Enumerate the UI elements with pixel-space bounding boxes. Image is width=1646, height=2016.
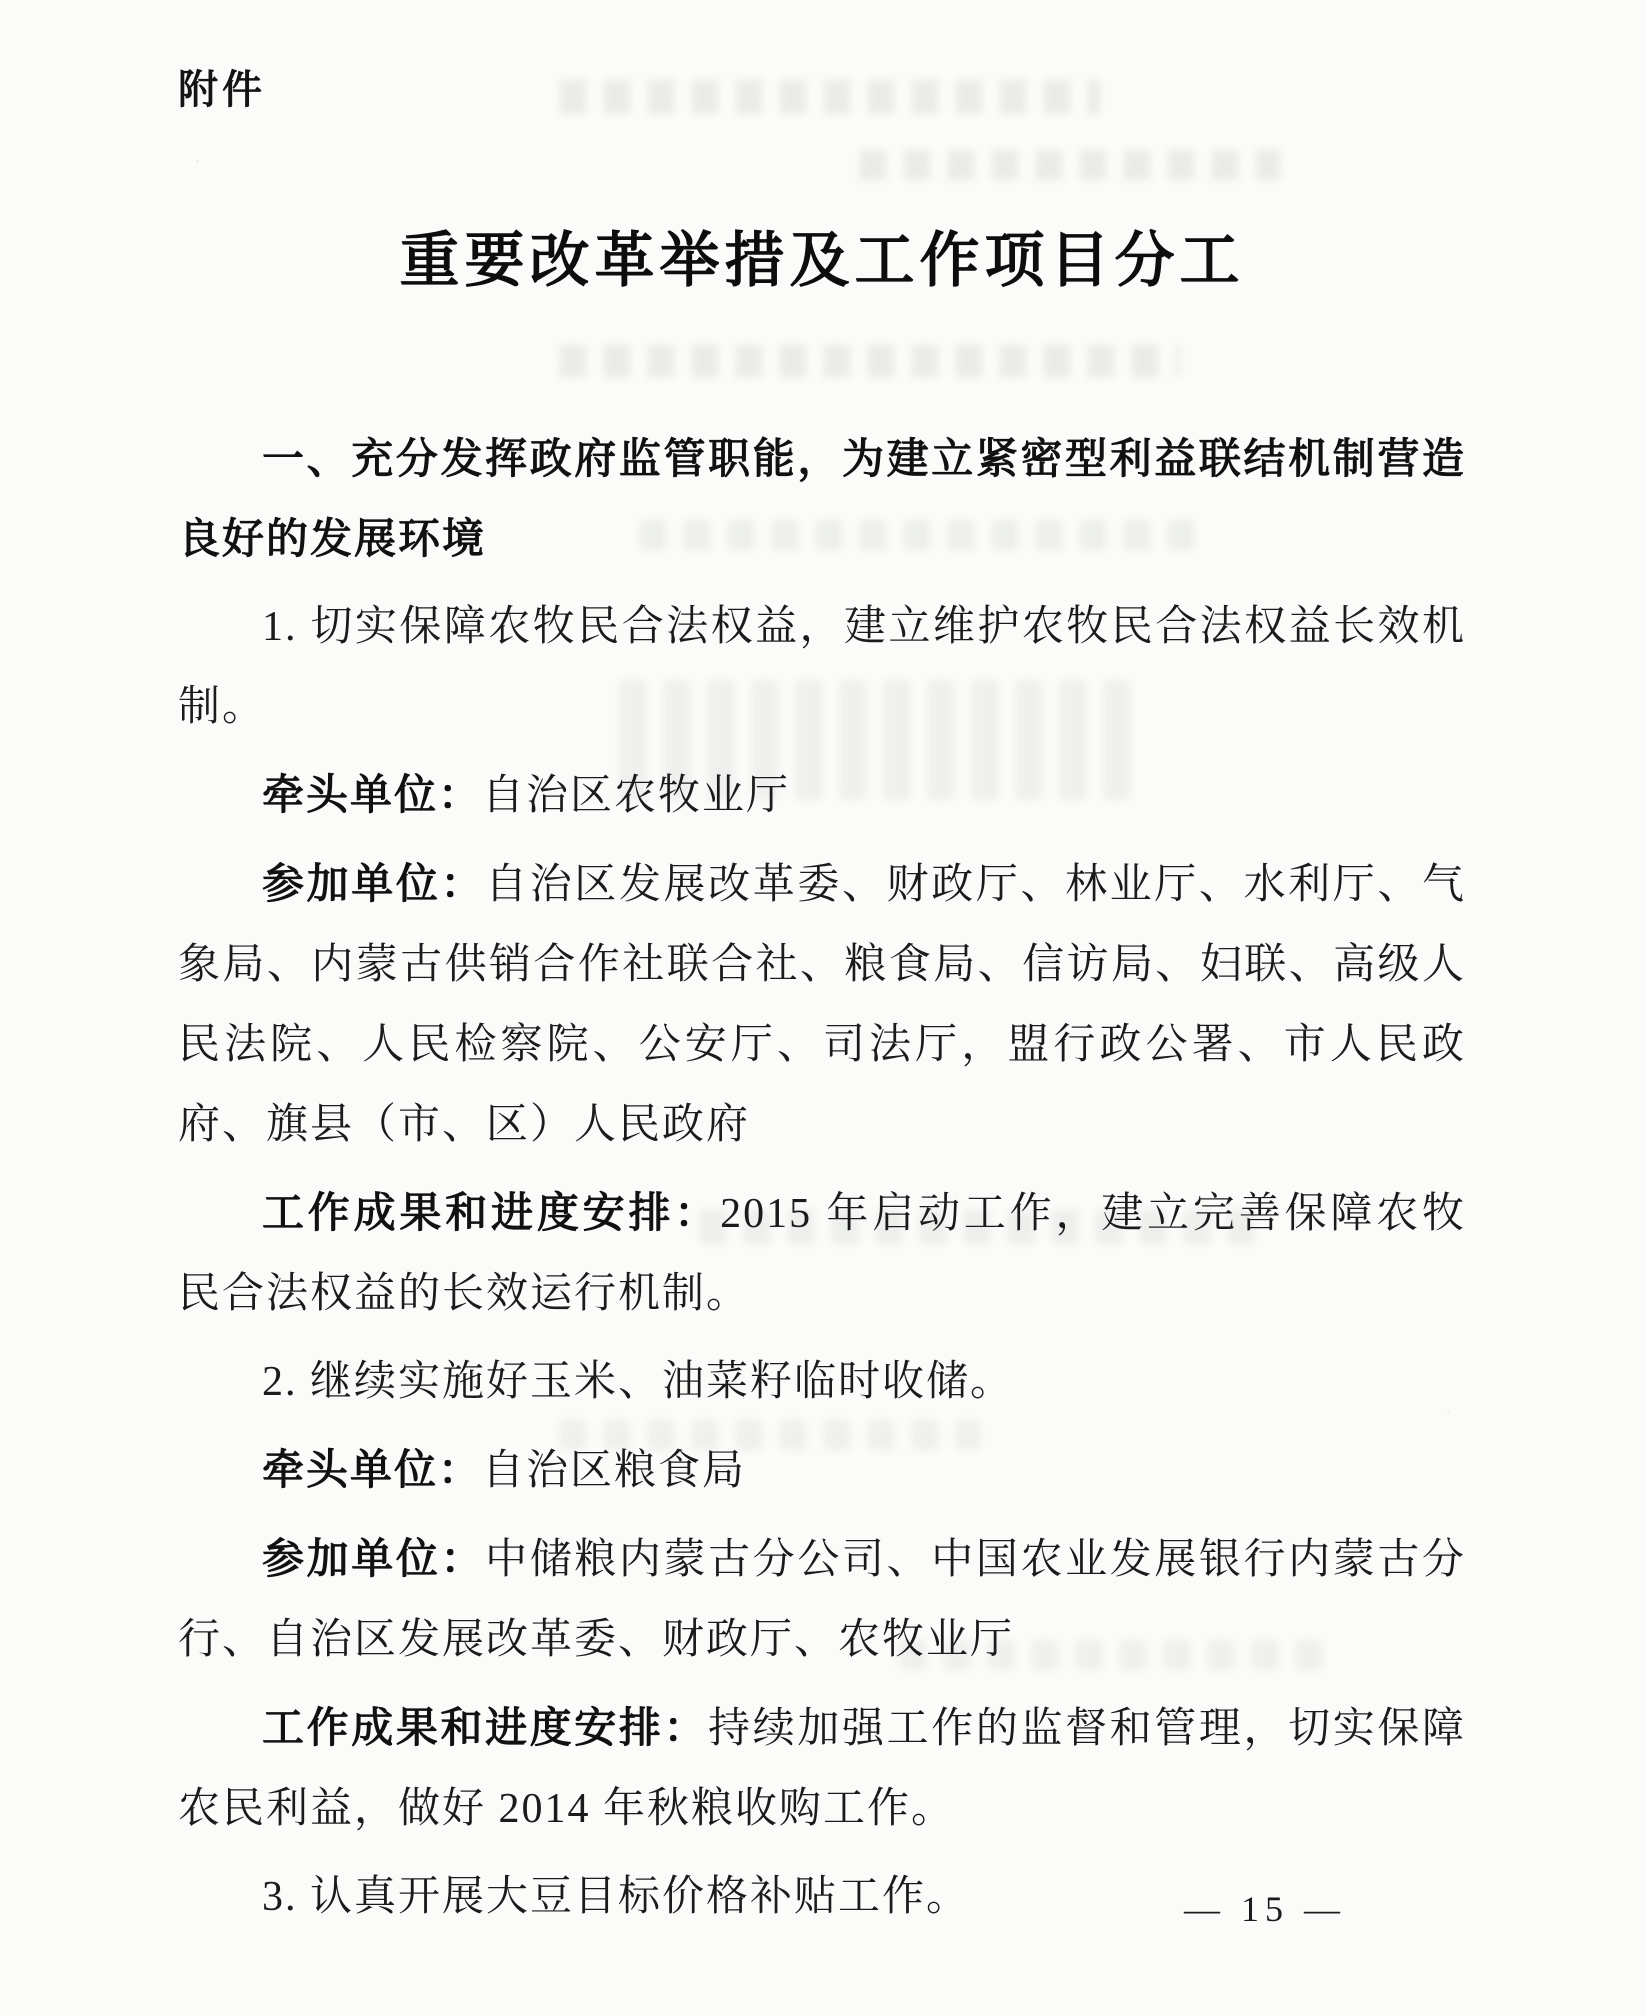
participants-paragraph [178,844,1466,1165]
section-number: 一、 [262,435,352,482]
progress-label: 工作成果和进度安排： [262,1189,721,1236]
lead-unit-paragraph [178,1430,1466,1511]
task-item [178,1342,1466,1422]
participants-value: 自治区发展改革委、财政厅、林业厅、水利厅、气象局、内蒙古供销合作社联合社、粮食局、信访局、妇联、高级人民法院、人民检察院、公安厅、司法厅，盟行政公署、市人民政府、旗县（市、区）人民政府 [178,862,1466,1148]
lead-unit-value: 自治区粮食局 [482,1448,747,1494]
section-heading [178,419,1466,579]
participants-label: 参加单位： [262,860,486,907]
document-body [178,419,1466,1937]
progress-value: 持续加强工作的监督和管理，切实保障农民利益，做好 2014 年秋粮收购工作。 [178,1706,1466,1832]
participants-paragraph [178,1519,1466,1680]
lead-unit-label: 牵头单位： [262,771,483,818]
task-item-text: 2. 继续实施好玉米、油菜籽临时收储。 [262,1359,1015,1405]
task-item-text: 3. 认真开展大豆目标价格补贴工作。 [262,1874,971,1920]
section-heading-text: 充分发挥政府监管职能，为建立紧密型利益联结机制营造良好的发展环境 [178,435,1466,562]
progress-value: 2015 年启动工作，建立完善保障农牧民合法权益的长效运行机制。 [178,1191,1466,1317]
participants-label: 参加单位： [262,1535,486,1582]
attachment-label: 附件 [178,68,266,112]
page-number: — 15 — [1184,1889,1346,1929]
progress-paragraph [178,1688,1466,1849]
lead-unit-label: 牵头单位： [262,1446,483,1493]
task-item [178,587,1466,747]
content-area [178,0,1466,1937]
progress-label: 工作成果和进度安排： [262,1704,709,1751]
document-title: 重要改革举措及工作项目分工 [399,228,1245,294]
task-item-text: 1. 切实保障农牧民合法权益，建立维护农牧民合法权益长效机制。 [178,604,1466,730]
lead-unit-paragraph [178,755,1466,836]
progress-paragraph [178,1173,1466,1334]
participants-value: 中储粮内蒙古分公司、中国农业发展银行内蒙古分行、自治区发展改革委、财政厅、农牧业厅 [178,1537,1466,1663]
lead-unit-value: 自治区农牧业厅 [482,773,791,819]
